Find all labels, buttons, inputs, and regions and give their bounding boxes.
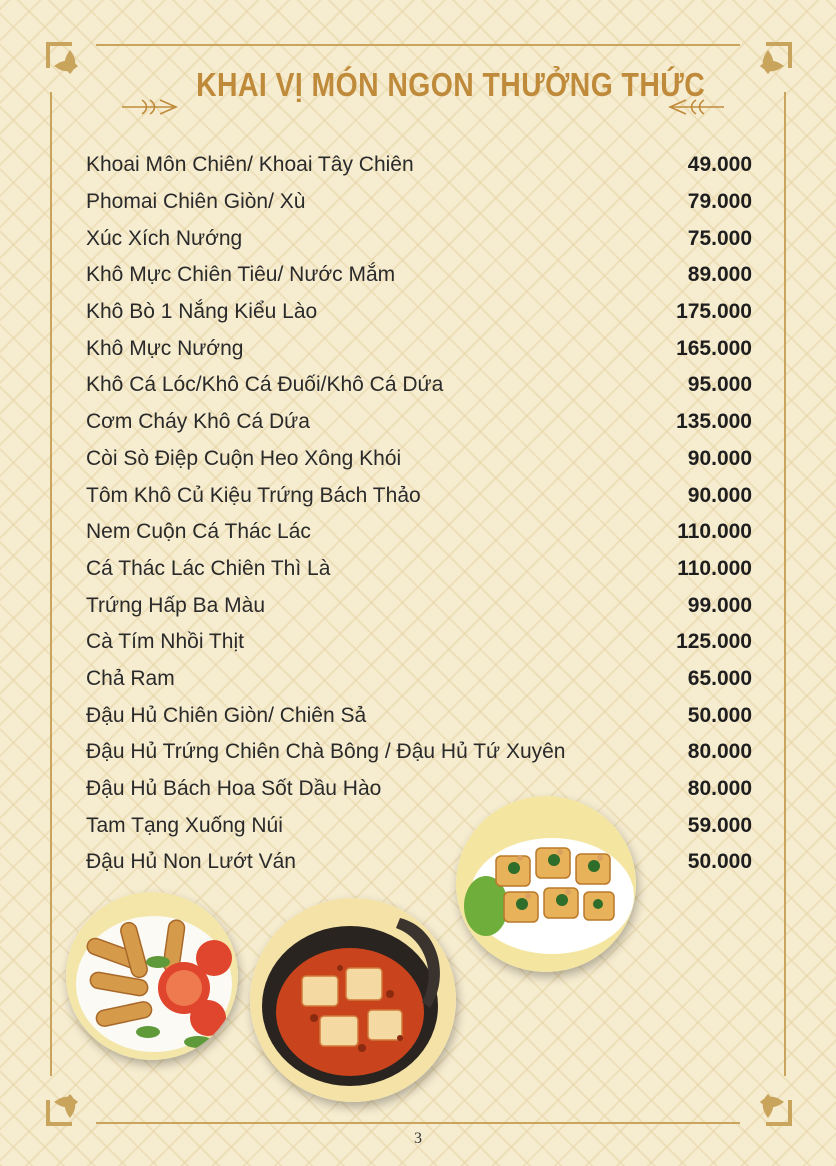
item-name: Còi Sò Điệp Cuộn Heo Xông Khói: [86, 446, 402, 470]
frame-border-left: [50, 92, 52, 1076]
item-name: Khô Bò 1 Nắng Kiểu Lào: [86, 300, 318, 324]
item-price: 75.000: [687, 226, 752, 250]
item-price: 65.000: [687, 666, 752, 690]
item-name: Cá Thác Lác Chiên Thì Là: [86, 556, 331, 580]
item-name: Tam Tạng Xuống Núi: [86, 813, 283, 837]
item-name: Nem Cuộn Cá Thác Lác: [86, 520, 311, 544]
menu-item: [86, 367, 752, 404]
tofu-clay-pot-photo: [250, 898, 456, 1102]
menu-item: [86, 624, 752, 661]
item-name: Khoai Môn Chiên/ Khoai Tây Chiên: [86, 153, 414, 177]
title-flourish-icon: [120, 96, 182, 118]
item-price: 59.000: [687, 813, 752, 837]
item-price: 165.000: [676, 336, 752, 360]
menu-item: [86, 147, 752, 184]
item-name: Chả Ram: [86, 666, 175, 690]
menu-item: [86, 257, 752, 294]
item-name: Xúc Xích Nướng: [86, 226, 243, 250]
menu-item: [86, 661, 752, 698]
item-price: 95.000: [687, 373, 752, 397]
item-name: Cơm Cháy Khô Cá Dứa: [86, 410, 310, 434]
item-name: Trứng Hấp Ba Màu: [86, 593, 266, 617]
title-flourish-icon: [664, 96, 726, 118]
item-name: Đậu Hủ Chiên Giòn/ Chiên Sả: [86, 703, 367, 727]
fried-tofu-photo: [456, 796, 636, 972]
corner-ornament-icon: [740, 1074, 796, 1130]
item-name: Khô Cá Lóc/Khô Cá Đuối/Khô Cá Dứa: [86, 373, 444, 397]
menu-item: [86, 587, 752, 624]
item-name: Tôm Khô Củ Kiệu Trứng Bách Thảo: [86, 483, 421, 507]
menu-item: [86, 441, 752, 478]
menu-item: [86, 771, 752, 808]
frame-border-right: [784, 92, 786, 1076]
menu-item: [86, 697, 752, 734]
item-price: 79.000: [687, 190, 752, 214]
item-name: Phomai Chiên Giòn/ Xù: [86, 190, 306, 214]
item-price: 125.000: [676, 630, 752, 654]
item-price: 90.000: [687, 483, 752, 507]
menu-list: [86, 147, 752, 881]
corner-ornament-icon: [740, 38, 796, 94]
menu-item: [86, 807, 752, 844]
menu-item: [86, 734, 752, 771]
menu-item: [86, 514, 752, 551]
item-name: Khô Mực Nướng: [86, 336, 244, 360]
menu-item: [86, 220, 752, 257]
page-number: 3: [414, 1130, 422, 1147]
item-name: Đậu Hủ Trứng Chiên Chà Bông / Đậu Hủ Tứ Xuyên: [86, 740, 566, 764]
menu-item: [86, 551, 752, 588]
item-price: 80.000: [687, 777, 752, 801]
item-name: Cà Tím Nhồi Thịt: [86, 630, 244, 654]
item-name: Khô Mực Chiên Tiêu/ Nước Mắm: [86, 263, 396, 287]
menu-item: [86, 294, 752, 331]
item-price: 99.000: [687, 593, 752, 617]
menu-item: [86, 184, 752, 221]
menu-item: [86, 844, 752, 881]
frame-border-top: [96, 44, 740, 46]
item-name: Đậu Hủ Bách Hoa Sốt Dầu Hào: [86, 777, 382, 801]
page-title: KHAI VỊ MÓN NGON THƯỞNG THỨC: [196, 66, 706, 103]
menu-item: [86, 404, 752, 441]
menu-item: [86, 477, 752, 514]
item-name: Đậu Hủ Non Lướt Ván: [86, 850, 296, 874]
frame-border-bottom: [96, 1122, 740, 1124]
item-price: 50.000: [687, 703, 752, 727]
corner-ornament-icon: [42, 1074, 98, 1130]
item-price: 80.000: [687, 740, 752, 764]
item-price: 110.000: [677, 520, 752, 544]
item-price: 89.000: [687, 263, 752, 287]
menu-item: [86, 330, 752, 367]
spring-rolls-photo: [66, 892, 238, 1060]
item-price: 49.000: [687, 153, 752, 177]
item-price: 175.000: [676, 300, 752, 324]
item-price: 110.000: [677, 556, 752, 580]
item-price: 90.000: [687, 446, 752, 470]
item-price: 135.000: [676, 410, 752, 434]
item-price: 50.000: [687, 850, 752, 874]
corner-ornament-icon: [42, 38, 98, 94]
